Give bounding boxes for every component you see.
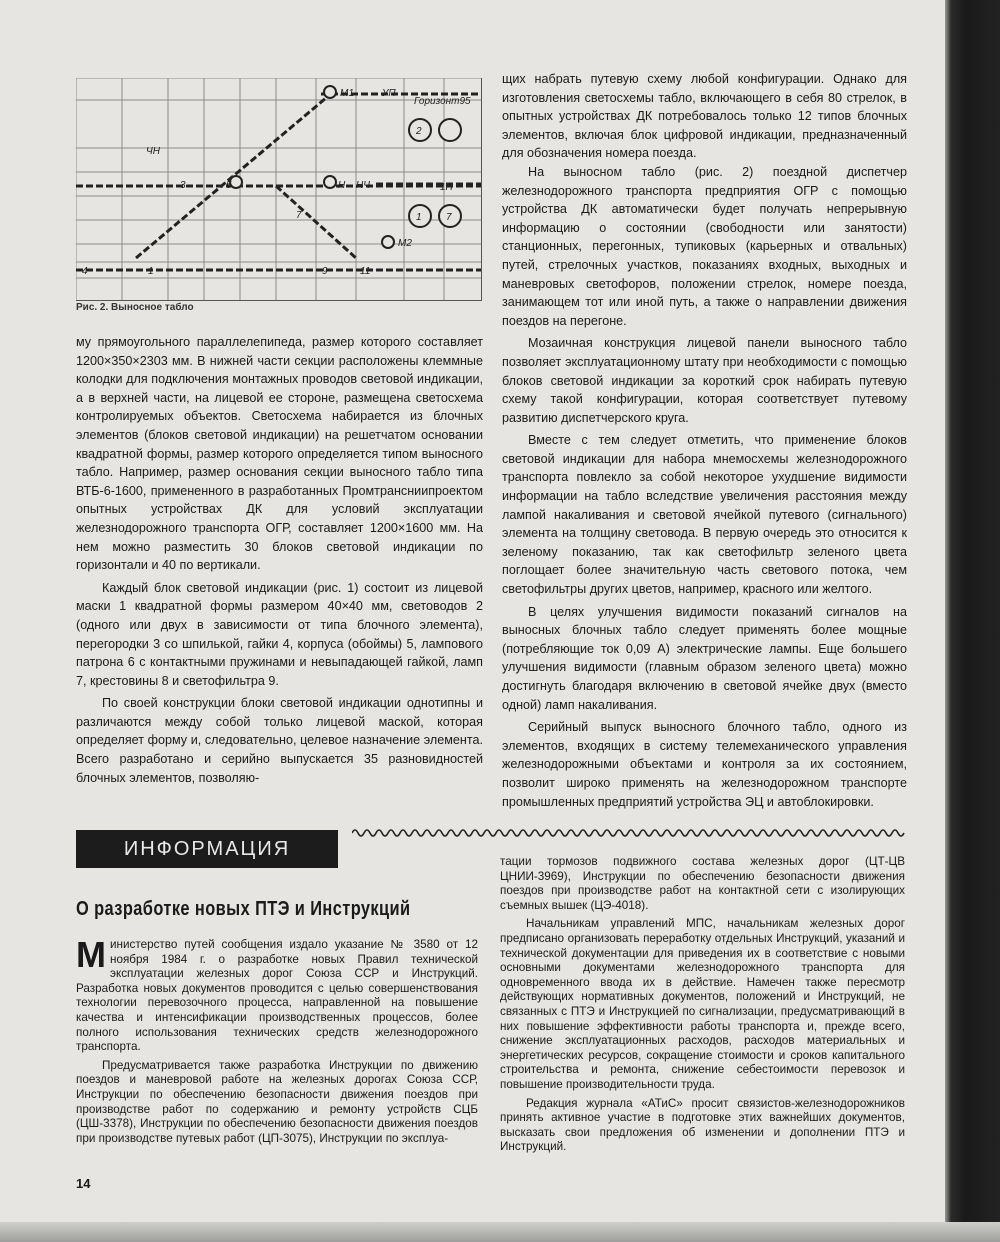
- article-column-right-top: [502, 70, 907, 811]
- paragraph: тации тормозов подвижного состава железных дорог (ЦТ-ЦВ ЦНИИ-3969), Инструкции по обеспечению безопасности движения поездов при производстве работ на контактной сети с изолирующих съемных вышек (ЦЭ-4018).: [500, 855, 905, 912]
- figure-label-circle-7: 7: [446, 212, 452, 223]
- paragraph: Начальникам управлений МПС, начальникам железных дорог предписано организовать переработку отдельных Инструкций, указаний и технической документации для приведения их в соответствие с новыми основными документами железнодорожного транспорта для одновременного ввода их в действие. Намечен также пересмотр действующих нормативных документов, положений и Инструкций, не связанных с ПТЭ и Инструкцией по сигнализации, предусматривающий в них повышение эффективности работы транспорта и, прежде всего, снижение эксплуатационных расходов, расходов материальных и энергетических ресурсов, сокращение стоимости и сроков капитального строительства и ремонта, снижение себестоимости перевозок и повышение производительности труда.: [500, 917, 905, 1091]
- page-edge-shadow: [945, 0, 1000, 1242]
- figure-label-ch: ЧН: [146, 146, 160, 157]
- figure-label-m1: M1: [340, 88, 354, 99]
- paragraph: По своей конструкции блоки световой индикации однотипны и различаются между собой только лицевой маской, которая определяет форму и, следовательно, целевое назначение элемента. Всего разработано и серийно выпускается 35 разновидностей блочных элементов, позволяю-: [76, 696, 483, 785]
- figure-label-1: 1: [148, 266, 154, 277]
- article-column-right-bottom: [500, 855, 905, 1155]
- wavy-divider: [352, 826, 907, 840]
- paragraph: Редакция журнала «АТиС» просит связистов-железнодорожников принять активное участие в подготовке этих важнейших документов, высказать свои предложения об изменении и дополнении ПТЭ и Инструкций.: [500, 1096, 905, 1154]
- article-column-left-top: [76, 333, 483, 787]
- paragraph: В целях улучшения видимости показаний сигналов на выносных блочных табло следует применять более мощные (потребляющие ток 0,09 А) электрические лампы. Еще большего улучшения видимости (главным образом зеленого цвета) можно достигнуть благодаря включению в световой ячейке двух (вместо одной) ламп накаливания.: [502, 604, 907, 712]
- article-headline: О разработке новых ПТЭ и Инструкций: [76, 898, 411, 920]
- paragraph: щих набрать путевую схему любой конфигурации. Однако для изготовления светосхемы табло, включающего в себя 80 стрелок, в опытных устройствах ДК потребовалось только 12 типов блочных элементов, включая блок цифровой индикации, предназначенный для обозначения номера поезда.: [502, 72, 907, 161]
- figure-label-11: 11: [360, 266, 371, 277]
- figure-caption: Рис. 2. Выносное табло: [76, 302, 194, 313]
- figure-label-4: 4: [82, 266, 88, 277]
- figure-label-h: Н: [338, 180, 346, 191]
- figure-label-7: 7: [296, 210, 302, 221]
- paragraph: Мозаичная конструкция лицевой панели выносного табло позволяет эксплуатационному штату при необходимости с помощью блоков световой индикации за короткий срок набирать путевую схему такой конфигурации, которая соответствует путевому развитию диспетчерского круга.: [502, 336, 907, 425]
- figure-label-9: 9: [322, 266, 328, 277]
- paragraph: Серийный выпуск выносного блочного табло, одного из элементов, входящих в систему телемеханического управления железнодорожными объектами и контроля за их состоянием, позволит широко применять на железнодорожном транспорте промышленных предприятий устройства ЭЦ и автоблокировки.: [502, 720, 907, 809]
- figure-label-circle-1: 1: [416, 212, 422, 223]
- paragraph: На выносном табло (рис. 2) поездной диспетчер железнодорожного транспорта предприятия ОГР с помощью устройства ДК автоматически будет получать непрерывную информацию о состоянии (свободности или занятости) станционных, перегонных, тупиковых (карьерных и отвальных) путей, стрелочных участков, показаниях входных, выходных и маневровых светофоров, положении стрелок, номере поезда, занимающем тот или иной путь, а также о направлении движения поездов на перегоне.: [502, 164, 907, 328]
- figure-label-horizon: Горизонт95: [414, 96, 471, 107]
- figure-label-3: 3: [180, 180, 186, 191]
- page-number: 14: [76, 1176, 91, 1191]
- paragraph: му прямоугольного параллелепипеда, размер которого составляет 1200×350×2303 мм. В нижней части секции расположены клеммные колодки для подключения монтажных проводов световой индикации, а в верхней части, на лицевой ее стороне, размещена светосхема контролируемых объектов. Светосхема набирается из блочных элементов (блоков световой индикации) на решетчатом основании квадратной формы, размер которого определяется типом выносного табло. Например, размер основания секции выносного табло типа ВТБ-6-1600, примененного в разработанных Промтрансниипроектом опытных устройствах ДК для условий эксплуатации железнодорожного транспорта ОГР, составляет 1200×1600 мм. На нем можно разместить 30 блоков световой индикации по горизонтали и 40 по вертикали.: [76, 335, 483, 573]
- paragraph: Предусматривается также разработка Инструкции по движению поездов и маневровой работе на железных дорогах Союза ССР, Инструкции по обеспечению безопасности движения поездов при производстве работ по содержанию и ремонту устройств СЦБ (ЦШ-3378), Инструкции по обеспечению безопасности движения поездов при производстве путевых работ (ЦП-3075), Инструкции по эксплуа-: [76, 1058, 478, 1145]
- figure-label-m2: M2: [398, 238, 412, 249]
- paragraph: Вместе с тем следует отметить, что применение блоков световой индикации для набора мнемосхемы железнодорожного транспорта повлекло за собой некоторое ухудшение видимости информации на табло вследствие увеличения расстояния между лампой накаливания и световой ячейкой путевого (сигнального) элемента на толщину световода. В первую очередь это относится к зеленому показанию, так как светофильтр зеленого цвета поглощает более значительную часть светового потока, чем светофильтры других цветов, например, красного или желтого.: [502, 433, 907, 597]
- figure-label-up: УП: [382, 88, 396, 99]
- lead-text: инистерство путей сообщения издало указание № 3580 от 12 ноября 1984 г. о разработке новых Правил технической эксплуатации железных дорог Союза ССР и Инструкций. Разработка новых документов проводится с целью совершенствования технологии перевозочного процесса, направленной на повышение качества и интенсификации производственных процессов, более полного использования технических средств железнодорожного транспорта.: [76, 938, 478, 1054]
- paragraph: Каждый блок световой индикации (рис. 1) состоит из лицевой маски 1 квадратной формы размером 40×40 мм, световодов 2 (одного или двух в зависимости от типа блочного элемента), перегородки 3 со шпилькой, гайки 4, корпуса (обоймы) 5, лампового патрона 6 с контактными пружинами и невыпадающей гайкой, ламп 7, крестовины 8 и светофильтра 9.: [76, 580, 483, 688]
- page-bottom-shadow: [0, 1222, 1000, 1242]
- figure-remote-board-diagram: [76, 78, 482, 301]
- board-schematic: [76, 78, 481, 300]
- figure-label-circle-2: 2: [416, 126, 422, 137]
- figure-label-hch: НЧ: [356, 180, 370, 191]
- figure-label-5: 5: [226, 180, 232, 191]
- lead-paragraph: [76, 934, 478, 1055]
- figure-label-1p: 1П: [440, 182, 453, 193]
- section-rubric: ИНФОРМАЦИЯ: [76, 830, 338, 868]
- article-column-left-bottom: [76, 934, 478, 1146]
- drop-cap: М: [76, 934, 106, 975]
